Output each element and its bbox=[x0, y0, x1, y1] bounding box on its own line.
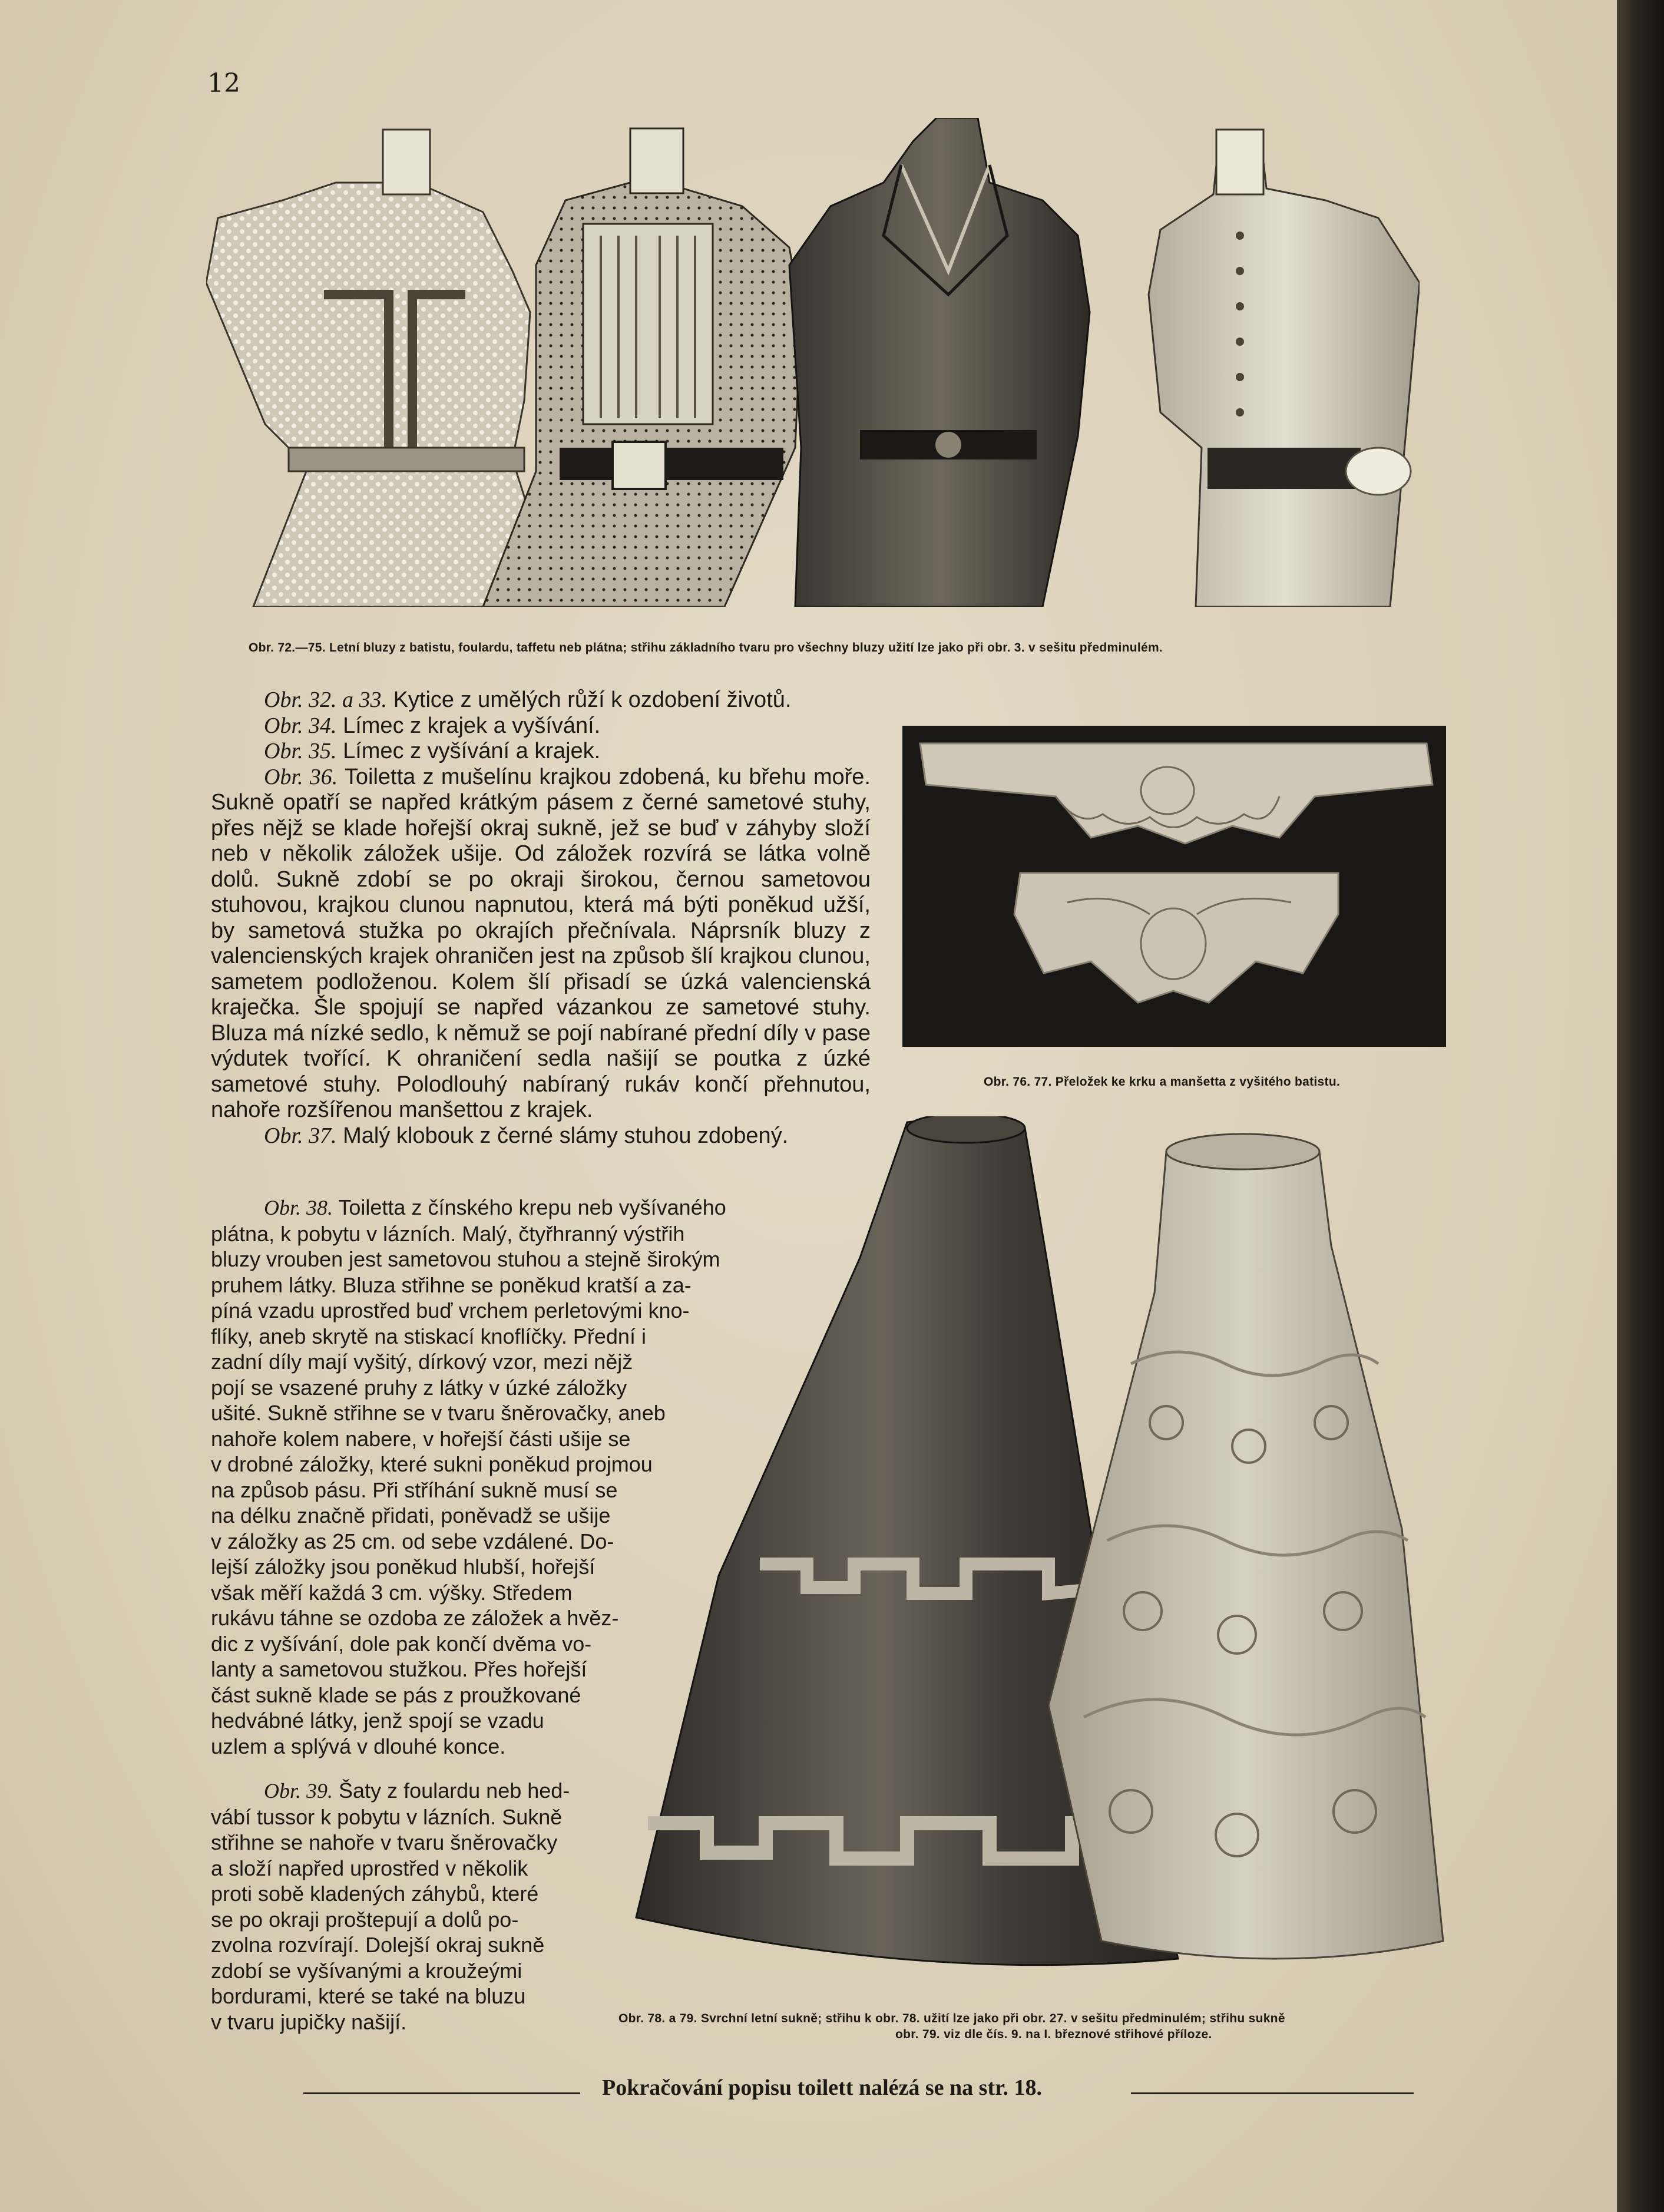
paragraph-obr39 bbox=[211, 1778, 623, 2035]
footer-rule-left bbox=[303, 2092, 580, 2094]
page-number: 12 bbox=[207, 68, 240, 98]
paragraph-obr34: Obr. 34. Límec z krajek a vyšívání. bbox=[264, 713, 601, 738]
obr39-line: v tvaru jupičky našijí. bbox=[211, 2009, 407, 2034]
obr38-line: zadní díly mají vyšitý, dírkový vzor, mezi nějž bbox=[211, 1350, 633, 1374]
obr39-line: se po okraji proštepují a dolů po- bbox=[211, 1907, 519, 1932]
obr39-line: a složí napřed uprostřed v několik bbox=[211, 1856, 528, 1880]
paragraph-obr36: Obr. 36. Toiletta z mušelínu krajkou zdobená, ku břehu moře. Sukně opatří se napřed krátkým pásem z černé sametové stuhy, přes nějž se klade hořejší okraj sukně, jež se buď v záhyby složí neb v několik záložek ušije. Od záložek rozvírá se látka volně dolů. Sukně zdobí se po okraji širokou, černou sametovou stuhovou, krajkou clunou napnutou, která má býti poněkud užší, by sametová stužka po okrajích přečnívala. Náprsník bluzy z valencienských krajek ohraničen jest na způsob šlí krajkou clunou, sametem podloženou. Kolem šlí přisadí se úzká valencienská kraječka. Šle spojují se napřed vázankou ze sametové stuhy. Bluza má nízké sedlo, k němuž se pojí nabírané přední díly v pase výdutek tvořící. K ohraničení sedla našijí se poutka z úzké sametové stuhy. Polodlouhý nabíraný rukáv končí přehnutou, nahoře rozšířenou manšettou z krajek. bbox=[211, 764, 871, 1122]
obr38-line: část sukně klade se pás z proužkované bbox=[211, 1682, 581, 1707]
obr38-line: na délku značně přidati, poněvadž se ušije bbox=[211, 1503, 611, 1527]
collar-caption: Obr. 76. 77. Přeložek ke krku a manšetta z vyšitého batistu. bbox=[984, 1075, 1341, 1089]
obr38-line: pruhem látky. Bluza střihne se poněkud kratší a za- bbox=[211, 1272, 692, 1297]
text-column-upper bbox=[211, 687, 871, 1149]
obr39-line: vábí tussor k pobytu v lázních. Sukně bbox=[211, 1804, 563, 1829]
skirts-caption-line1: Obr. 78. a 79. Svrchní letní sukně; střihu k obr. 78. užití lze jako při obr. 27. v sešitu předminulém; střihu sukně bbox=[618, 2012, 1285, 2025]
obr39-line: střihne se nahoře v tvaru šněrovačky bbox=[211, 1830, 558, 1854]
obr38-line: plátna, k pobytu v lázních. Malý, čtyřhranný výstřih bbox=[211, 1221, 685, 1246]
obr38-line: hedvábné látky, jenž spojí se vzadu bbox=[211, 1708, 544, 1732]
footer-note: Pokračování popisu toilett nalézá se na str. 18. bbox=[602, 2075, 1042, 2100]
obr38-line: však měří každá 3 cm. výšky. Středem bbox=[211, 1580, 573, 1605]
blouse-figure-75 bbox=[1149, 130, 1420, 607]
blouse-figure-73 bbox=[483, 128, 801, 607]
obr38-first-line: Obr. 38. Toiletta z čínského krepu neb vyšívaného bbox=[264, 1195, 726, 1219]
collar-piece bbox=[920, 743, 1433, 844]
cuff-piece bbox=[1014, 873, 1338, 1003]
footer-rule-right bbox=[1131, 2092, 1414, 2094]
blouses-illustration bbox=[206, 118, 1420, 607]
obr39-first-line: Obr. 39. Šaty z foulardu neb hed- bbox=[264, 1778, 570, 1803]
obr39-line: zvolna rozvírají. Dolejší okraj sukně bbox=[211, 1933, 545, 1957]
paragraph-obr37: Obr. 37. Malý klobouk z černé slámy stuhou zdobený. bbox=[264, 1123, 789, 1148]
skirt-figure-79 bbox=[1048, 1134, 1443, 1959]
blouse-figure-72 bbox=[206, 130, 560, 607]
obr38-line: dic z vyšívání, dole pak končí dvěma vo- bbox=[211, 1631, 592, 1656]
obr38-line: lanty a sametovou stužkou. Přes hořejší bbox=[211, 1657, 587, 1681]
blouses-caption: Obr. 72.—75. Letní bluzy z batistu, foulardu, taffetu neb plátna; střihu základního tvaru pro všechny bluzy užití lze jako při obr. 3. v sešitu předminulém. bbox=[249, 641, 1163, 654]
obr39-line: proti sobě kladených záhybů, které bbox=[211, 1882, 539, 1906]
obr38-line: bluzy vrouben jest sametovou stuhou a stejně širokým bbox=[211, 1247, 720, 1271]
obr39-line: bordurami, které se také na bluzu bbox=[211, 1984, 526, 2008]
blouse-figure-74 bbox=[789, 118, 1090, 607]
obr39-line: zdobí se vyšívanými a kroužeými bbox=[211, 1958, 522, 1983]
collar-cuff-photo bbox=[902, 726, 1446, 1047]
obr38-line: ušité. Sukně střihne se v tvaru šněrovačky, aneb bbox=[211, 1401, 666, 1425]
obr38-line: lejší záložky jsou poněkud hlubší, hořejší bbox=[211, 1555, 596, 1579]
obr38-line: v drobné záložky, které sukni poněkud projmou bbox=[211, 1452, 653, 1476]
obr38-line: rukávu táhne se ozdoba ze záložek a hvěz- bbox=[211, 1606, 619, 1630]
obr38-line: píná vzadu uprostřed buď vrchem perletovými kno- bbox=[211, 1298, 690, 1322]
paragraph-obr32: Obr. 32. a 33. Kytice z umělých růží k ozdobení životů. bbox=[264, 687, 792, 712]
paragraph-obr35: Obr. 35. Límec z vyšívání a krajek. bbox=[264, 739, 601, 763]
obr38-line: pojí se vsazené pruhy z látky v úzké záložky bbox=[211, 1375, 627, 1400]
obr38-line: flíky, aneb skrytě na stiskací knoflíčky. Přední i bbox=[211, 1324, 646, 1348]
obr38-line: na způsob pásu. Při stříhání sukně musí se bbox=[211, 1477, 618, 1502]
obr38-line: uzlem a splývá v dlouhé konce. bbox=[211, 1734, 506, 1758]
obr38-line: nahoře kolem nabere, v hořejší části ušije se bbox=[211, 1426, 631, 1451]
obr38-line: v záložky as 25 cm. od sebe vzdálené. Do- bbox=[211, 1529, 614, 1553]
binding-spine bbox=[1617, 0, 1664, 2212]
skirts-caption-line2: obr. 79. viz dle čís. 9. na I. březnové střihové příloze. bbox=[895, 2028, 1212, 2041]
paragraph-obr38 bbox=[211, 1195, 871, 1759]
